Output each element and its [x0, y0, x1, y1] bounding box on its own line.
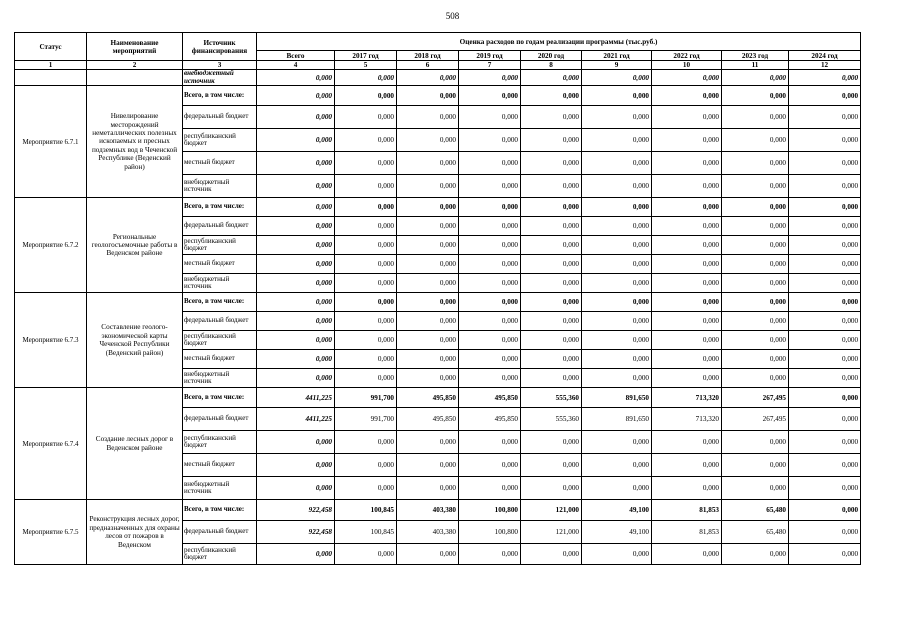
group-total-row	[15, 388, 861, 408]
total-cell: 922,458	[257, 521, 335, 544]
value-cell: 0,000	[521, 236, 582, 255]
value-cell: 49,100	[582, 500, 652, 521]
value-cell: 0,000	[789, 255, 861, 274]
value-cell: 0,000	[652, 236, 722, 255]
source-header: Источник финансирования	[183, 33, 257, 61]
value-cell: 0,000	[521, 331, 582, 350]
value-cell: 0,000	[722, 217, 789, 236]
value-cell: 0,000	[521, 217, 582, 236]
value-cell: 0,000	[789, 431, 861, 454]
value-cell: 0,000	[459, 198, 521, 217]
value-cell: 0,000	[652, 454, 722, 477]
value-cell: 991,700	[335, 388, 397, 408]
total-cell: 0,000	[257, 217, 335, 236]
source-label: федеральный бюджет	[183, 408, 257, 431]
value-cell: 0,000	[459, 477, 521, 500]
value-cell: 0,000	[582, 293, 652, 312]
page-number: 508	[445, 11, 460, 21]
value-cell: 0,000	[459, 106, 521, 129]
source-label: внебюджетный источник	[183, 477, 257, 500]
total-cell: 0,000	[257, 312, 335, 331]
value-cell: 0,000	[582, 431, 652, 454]
value-cell: 0,000	[652, 198, 722, 217]
measure-status: Мероприятие 6.7.3	[15, 293, 87, 388]
value-cell: 0,000	[397, 175, 459, 198]
value-cell: 81,853	[652, 521, 722, 544]
value-cell: 0,000	[397, 106, 459, 129]
value-cell: 0,000	[335, 544, 397, 565]
value-cell: 0,000	[397, 236, 459, 255]
source-label: внебюджетный источник	[183, 175, 257, 198]
value-cell: 0,000	[582, 369, 652, 388]
year-header: 2024 год	[789, 51, 861, 61]
value-cell: 0,000	[521, 152, 582, 175]
source-label: республиканский бюджет	[183, 129, 257, 152]
value-cell: 0,000	[722, 70, 789, 86]
source-label: внебюджетный источник	[183, 70, 257, 86]
value-cell: 891,650	[582, 388, 652, 408]
value-cell: 0,000	[397, 86, 459, 106]
value-cell: 0,000	[335, 175, 397, 198]
value-cell: 0,000	[722, 350, 789, 369]
source-label: местный бюджет	[183, 152, 257, 175]
source-label: внебюджетный источник	[183, 369, 257, 388]
source-label: внебюджетный источник	[183, 274, 257, 293]
value-cell: 0,000	[722, 544, 789, 565]
measure-name: Нивелирование месторождений неметаллических полезных ископаемых и пресных подземных вод в Чеченской Республике (Веденский район)	[87, 86, 183, 198]
value-cell: 0,000	[397, 544, 459, 565]
value-cell: 100,845	[335, 521, 397, 544]
value-cell: 0,000	[652, 106, 722, 129]
value-cell: 49,100	[582, 521, 652, 544]
total-cell: 0,000	[257, 86, 335, 106]
value-cell: 0,000	[582, 86, 652, 106]
value-cell: 0,000	[521, 70, 582, 86]
value-cell: 0,000	[459, 331, 521, 350]
value-cell: 0,000	[335, 70, 397, 86]
value-cell: 0,000	[722, 255, 789, 274]
value-cell: 0,000	[335, 331, 397, 350]
value-cell: 0,000	[722, 369, 789, 388]
value-cell: 0,000	[789, 544, 861, 565]
column-number: 10	[652, 61, 722, 70]
value-cell: 81,853	[652, 500, 722, 521]
value-cell: 0,000	[722, 293, 789, 312]
value-cell: 0,000	[459, 431, 521, 454]
header-row-main	[15, 33, 861, 51]
value-cell: 0,000	[722, 312, 789, 331]
source-label: федеральный бюджет	[183, 106, 257, 129]
value-cell: 0,000	[652, 544, 722, 565]
value-cell: 0,000	[789, 500, 861, 521]
value-cell: 495,850	[459, 388, 521, 408]
value-cell: 495,850	[397, 388, 459, 408]
value-cell: 0,000	[582, 217, 652, 236]
value-cell: 0,000	[652, 274, 722, 293]
value-cell: 0,000	[397, 152, 459, 175]
measure-name: Реконструкция лесных дорог, предназначенных для охраны лесов от пожаров в Веденском	[87, 500, 183, 565]
value-cell: 0,000	[652, 350, 722, 369]
value-cell: 0,000	[582, 255, 652, 274]
value-cell: 0,000	[789, 106, 861, 129]
value-cell: 0,000	[459, 152, 521, 175]
value-cell: 0,000	[335, 477, 397, 500]
value-cell: 0,000	[397, 255, 459, 274]
total-cell: 0,000	[257, 106, 335, 129]
value-cell: 267,495	[722, 408, 789, 431]
value-cell: 0,000	[459, 255, 521, 274]
value-cell: 0,000	[652, 431, 722, 454]
total-cell: 0,000	[257, 477, 335, 500]
total-cell: 0,000	[257, 431, 335, 454]
value-cell: 0,000	[335, 274, 397, 293]
value-cell: 0,000	[521, 544, 582, 565]
value-cell: 0,000	[397, 350, 459, 369]
value-cell: 0,000	[521, 255, 582, 274]
value-cell: 0,000	[335, 86, 397, 106]
value-cell: 0,000	[521, 129, 582, 152]
value-cell: 0,000	[459, 86, 521, 106]
value-cell: 0,000	[459, 236, 521, 255]
value-cell: 0,000	[397, 454, 459, 477]
value-cell: 495,850	[459, 408, 521, 431]
value-cell: 0,000	[789, 217, 861, 236]
value-cell: 0,000	[722, 477, 789, 500]
value-cell: 0,000	[789, 408, 861, 431]
value-cell: 0,000	[722, 175, 789, 198]
group-total-row	[15, 293, 861, 312]
value-cell: 0,000	[582, 331, 652, 350]
column-number: 3	[183, 61, 257, 70]
value-cell: 0,000	[582, 236, 652, 255]
value-cell: 713,320	[652, 408, 722, 431]
total-cell: 4411,225	[257, 408, 335, 431]
measure-status: Мероприятие 6.7.2	[15, 198, 87, 293]
total-cell: 0,000	[257, 350, 335, 369]
group-total-row	[15, 86, 861, 106]
value-cell: 0,000	[335, 350, 397, 369]
value-cell: 0,000	[335, 129, 397, 152]
value-cell: 0,000	[459, 544, 521, 565]
value-cell: 0,000	[789, 454, 861, 477]
value-cell: 0,000	[789, 198, 861, 217]
value-cell: 0,000	[789, 152, 861, 175]
total-cell: 4411,225	[257, 388, 335, 408]
value-cell: 0,000	[335, 152, 397, 175]
group-total-row	[15, 500, 861, 521]
value-cell: 0,000	[789, 369, 861, 388]
total-cell: 0,000	[257, 274, 335, 293]
value-cell: 0,000	[459, 369, 521, 388]
value-cell: 0,000	[582, 544, 652, 565]
value-cell: 0,000	[582, 477, 652, 500]
value-cell: 0,000	[789, 350, 861, 369]
source-label: Всего, в том числе:	[183, 500, 257, 521]
value-cell: 0,000	[652, 255, 722, 274]
name-header: Наименование мероприятий	[87, 33, 183, 61]
group-total-row	[15, 198, 861, 217]
measure-status: Мероприятие 6.7.1	[15, 86, 87, 198]
value-cell: 0,000	[582, 312, 652, 331]
total-cell: 0,000	[257, 369, 335, 388]
value-cell: 0,000	[397, 369, 459, 388]
source-label: Всего, в том числе:	[183, 198, 257, 217]
total-cell: 0,000	[257, 129, 335, 152]
value-cell: 0,000	[722, 331, 789, 350]
value-cell: 100,800	[459, 521, 521, 544]
value-cell: 0,000	[397, 312, 459, 331]
value-cell: 0,000	[722, 106, 789, 129]
value-cell: 100,845	[335, 500, 397, 521]
value-cell: 0,000	[335, 431, 397, 454]
value-cell: 267,495	[722, 388, 789, 408]
total-cell: 922,458	[257, 500, 335, 521]
value-cell: 0,000	[459, 70, 521, 86]
value-cell: 0,000	[652, 70, 722, 86]
value-cell: 0,000	[652, 175, 722, 198]
value-cell: 0,000	[582, 198, 652, 217]
source-label: местный бюджет	[183, 350, 257, 369]
value-cell: 65,480	[722, 521, 789, 544]
value-cell: 0,000	[335, 293, 397, 312]
value-cell: 0,000	[521, 175, 582, 198]
value-cell: 891,650	[582, 408, 652, 431]
value-cell: 0,000	[459, 350, 521, 369]
value-cell: 0,000	[582, 106, 652, 129]
source-label: местный бюджет	[183, 255, 257, 274]
value-cell: 0,000	[652, 86, 722, 106]
column-number: 12	[789, 61, 861, 70]
value-cell: 0,000	[652, 369, 722, 388]
value-cell: 0,000	[582, 152, 652, 175]
value-cell: 0,000	[789, 175, 861, 198]
value-cell: 0,000	[789, 70, 861, 86]
status-header: Статус	[15, 33, 87, 61]
source-label: республиканский бюджет	[183, 236, 257, 255]
value-cell: 0,000	[582, 129, 652, 152]
value-cell: 0,000	[397, 129, 459, 152]
value-cell: 0,000	[521, 312, 582, 331]
budget-table	[14, 32, 861, 565]
value-cell: 0,000	[789, 293, 861, 312]
source-label: республиканский бюджет	[183, 544, 257, 565]
value-cell: 0,000	[459, 454, 521, 477]
value-cell: 0,000	[335, 106, 397, 129]
value-cell: 0,000	[459, 217, 521, 236]
column-number: 2	[87, 61, 183, 70]
year-header: 2022 год	[652, 51, 722, 61]
total-cell: 0,000	[257, 293, 335, 312]
year-header: 2020 год	[521, 51, 582, 61]
value-cell: 0,000	[722, 198, 789, 217]
column-number: 11	[722, 61, 789, 70]
value-cell: 0,000	[722, 152, 789, 175]
value-cell: 0,000	[459, 175, 521, 198]
measure-name: Региональные геологосъемочные работы в Веденском районе	[87, 198, 183, 293]
value-cell: 991,700	[335, 408, 397, 431]
source-label: республиканский бюджет	[183, 331, 257, 350]
value-cell: 0,000	[521, 431, 582, 454]
value-cell: 0,000	[789, 388, 861, 408]
value-cell: 0,000	[521, 477, 582, 500]
value-cell: 0,000	[789, 236, 861, 255]
measure-status: Мероприятие 6.7.4	[15, 388, 87, 500]
value-cell: 0,000	[335, 312, 397, 331]
total-cell: 0,000	[257, 454, 335, 477]
source-label: Всего, в том числе:	[183, 293, 257, 312]
value-cell: 0,000	[722, 274, 789, 293]
column-number: 9	[582, 61, 652, 70]
source-label: федеральный бюджет	[183, 521, 257, 544]
total-cell: 0,000	[257, 331, 335, 350]
measure-status: Мероприятие 6.7.5	[15, 500, 87, 565]
value-cell: 0,000	[397, 70, 459, 86]
value-cell: 0,000	[789, 86, 861, 106]
value-cell: 0,000	[582, 274, 652, 293]
total-cell: 0,000	[257, 70, 335, 86]
value-cell: 0,000	[789, 312, 861, 331]
column-number: 5	[335, 61, 397, 70]
value-cell: 0,000	[397, 274, 459, 293]
value-cell: 0,000	[521, 106, 582, 129]
value-cell: 0,000	[582, 454, 652, 477]
source-label: Всего, в том числе:	[183, 86, 257, 106]
value-cell: 0,000	[789, 521, 861, 544]
year-header: 2018 год	[397, 51, 459, 61]
value-cell: 0,000	[521, 454, 582, 477]
total-cell: 0,000	[257, 175, 335, 198]
value-cell: 0,000	[397, 477, 459, 500]
table-row	[15, 70, 861, 86]
value-cell: 0,000	[521, 274, 582, 293]
column-number: 8	[521, 61, 582, 70]
value-cell: 0,000	[789, 477, 861, 500]
total-header: Всего	[257, 51, 335, 61]
value-cell: 0,000	[652, 217, 722, 236]
value-cell: 0,000	[722, 431, 789, 454]
column-number-row	[15, 61, 861, 70]
value-cell: 0,000	[722, 129, 789, 152]
value-cell: 0,000	[722, 454, 789, 477]
measure-name: Создание лесных дорог в Веденском районе	[87, 388, 183, 500]
source-label: Всего, в том числе:	[183, 388, 257, 408]
value-cell: 403,380	[397, 500, 459, 521]
value-cell: 0,000	[397, 198, 459, 217]
value-cell: 0,000	[459, 274, 521, 293]
value-cell: 0,000	[397, 293, 459, 312]
value-cell: 0,000	[521, 86, 582, 106]
value-cell: 0,000	[335, 217, 397, 236]
value-cell: 0,000	[652, 312, 722, 331]
value-cell: 713,320	[652, 388, 722, 408]
value-cell: 0,000	[521, 198, 582, 217]
value-cell: 0,000	[459, 312, 521, 331]
column-number: 7	[459, 61, 521, 70]
value-cell: 0,000	[335, 454, 397, 477]
value-cell: 0,000	[652, 152, 722, 175]
value-cell: 0,000	[397, 431, 459, 454]
value-cell: 0,000	[521, 293, 582, 312]
value-cell: 0,000	[722, 86, 789, 106]
value-cell: 495,850	[397, 408, 459, 431]
source-label: федеральный бюджет	[183, 217, 257, 236]
value-cell: 0,000	[652, 129, 722, 152]
year-header: 2023 год	[722, 51, 789, 61]
measure-name: Составление геолого-экономической карты Чеченской Республики (Веденский район)	[87, 293, 183, 388]
year-header: 2017 год	[335, 51, 397, 61]
value-cell: 555,360	[521, 408, 582, 431]
value-cell: 0,000	[722, 236, 789, 255]
total-cell: 0,000	[257, 152, 335, 175]
value-cell: 0,000	[335, 198, 397, 217]
value-cell: 0,000	[397, 331, 459, 350]
column-number: 4	[257, 61, 335, 70]
source-label: республиканский бюджет	[183, 431, 257, 454]
value-cell: 0,000	[652, 477, 722, 500]
value-cell: 0,000	[397, 217, 459, 236]
value-cell: 0,000	[582, 350, 652, 369]
year-header: 2021 год	[582, 51, 652, 61]
value-cell: 0,000	[652, 331, 722, 350]
total-cell: 0,000	[257, 255, 335, 274]
value-cell: 100,800	[459, 500, 521, 521]
source-label: федеральный бюджет	[183, 312, 257, 331]
total-cell: 0,000	[257, 544, 335, 565]
value-cell: 0,000	[335, 236, 397, 255]
total-cell: 0,000	[257, 236, 335, 255]
value-cell: 555,360	[521, 388, 582, 408]
value-cell: 403,380	[397, 521, 459, 544]
column-number: 6	[397, 61, 459, 70]
value-cell: 121,000	[521, 521, 582, 544]
source-label: местный бюджет	[183, 454, 257, 477]
year-header: 2019 год	[459, 51, 521, 61]
total-cell: 0,000	[257, 198, 335, 217]
value-cell: 0,000	[582, 175, 652, 198]
value-cell: 0,000	[521, 369, 582, 388]
value-cell: 0,000	[789, 331, 861, 350]
value-cell: 0,000	[789, 129, 861, 152]
value-cell: 0,000	[652, 293, 722, 312]
value-cell: 121,000	[521, 500, 582, 521]
value-cell: 0,000	[521, 350, 582, 369]
column-number: 1	[15, 61, 87, 70]
value-cell: 0,000	[335, 255, 397, 274]
value-cell: 0,000	[582, 70, 652, 86]
value-cell: 0,000	[459, 129, 521, 152]
value-cell: 0,000	[459, 293, 521, 312]
value-cell: 0,000	[335, 369, 397, 388]
value-cell: 0,000	[789, 274, 861, 293]
value-cell: 65,480	[722, 500, 789, 521]
estimate-header: Оценка расходов по годам реализации программы (тыс.руб.)	[257, 33, 861, 51]
